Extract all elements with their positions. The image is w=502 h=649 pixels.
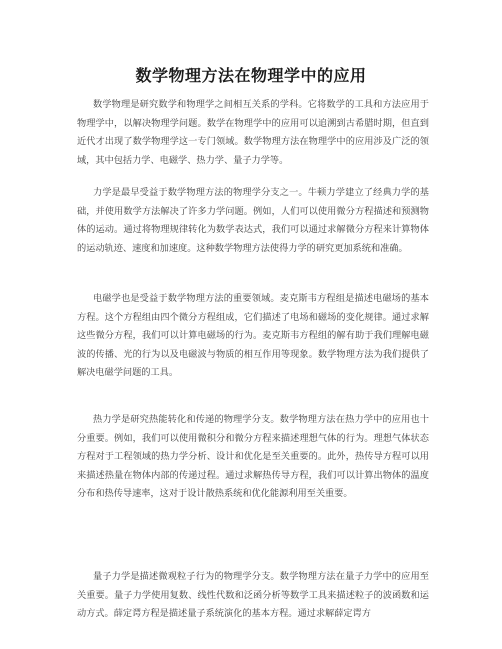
paragraph-thermodynamics: 热力学是研究热能转化和传递的物理学分支。数学物理方法在热力学中的应用也十分重要。例如，我们可以使用微积分和微分方程来描述理想气体的行为。理想气体状态方程对于工程领域的热力学分析、设计和优化是至关重要的。此外，热传导方程可以用来描述热量在物体内部的传递过程。通过求解热传导方程，我们可以计算出物体的温度分布和热传导速率，这对于设计散热系统和优化能源利用至关重要。 xyxy=(77,414,429,500)
paragraph-intro: 数学物理是研究数学和物理学之间相互关系的学科。它将数学的工具和方法应用于物理学中，以解决物理学问题。数学在物理学中的应用可以追溯到古希腊时期，但直到近代才出现了数学物理学这一专门领域。数学物理方法在物理学中的应用涉及广泛的领域，其中包括力学、电磁学、热力学、量子力学等。 xyxy=(77,99,429,166)
paragraph-quantum-mechanics: 量子力学是描述微观粒子行为的物理学分支。数学物理方法在量子力学中的应用至关重要。量子力学使用复数、线性代数和泛函分析等数学工具来描述粒子的波函数和运动方式。薛定谔方程是描述量子系统演化的基本方程。通过求解薛定谔方 xyxy=(77,571,429,620)
paragraph-mechanics: 力学是最早受益于数学物理方法的物理学分支之一。牛顿力学建立了经典力学的基础，并使用数学方法解决了许多力学问题。例如，人们可以使用微分方程描述和预测物体的运动。通过将物理规律转化为数学表达式，我们可以通过求解微分方程来计算物体的运动轨迹、速度和加速度。这种数学物理方法使得力学的研究更加系统和准确。 xyxy=(77,187,429,254)
paragraph-electromagnetism: 电磁学也是受益于数学物理方法的重要领域。麦克斯韦方程组是描述电磁场的基本方程。这个方程组由四个微分方程组成，它们描述了电场和磁场的变化规律。通过求解这些微分方程，我们可以计算电磁场的行为。麦克斯韦方程组的解有助于我们理解电磁波的传播、光的行为以及电磁波与物质的相互作用等现象。数学物理方法为我们提供了解决电磁学问题的工具。 xyxy=(77,293,429,379)
document-title: 数学物理方法在物理学中的应用 xyxy=(135,66,367,85)
